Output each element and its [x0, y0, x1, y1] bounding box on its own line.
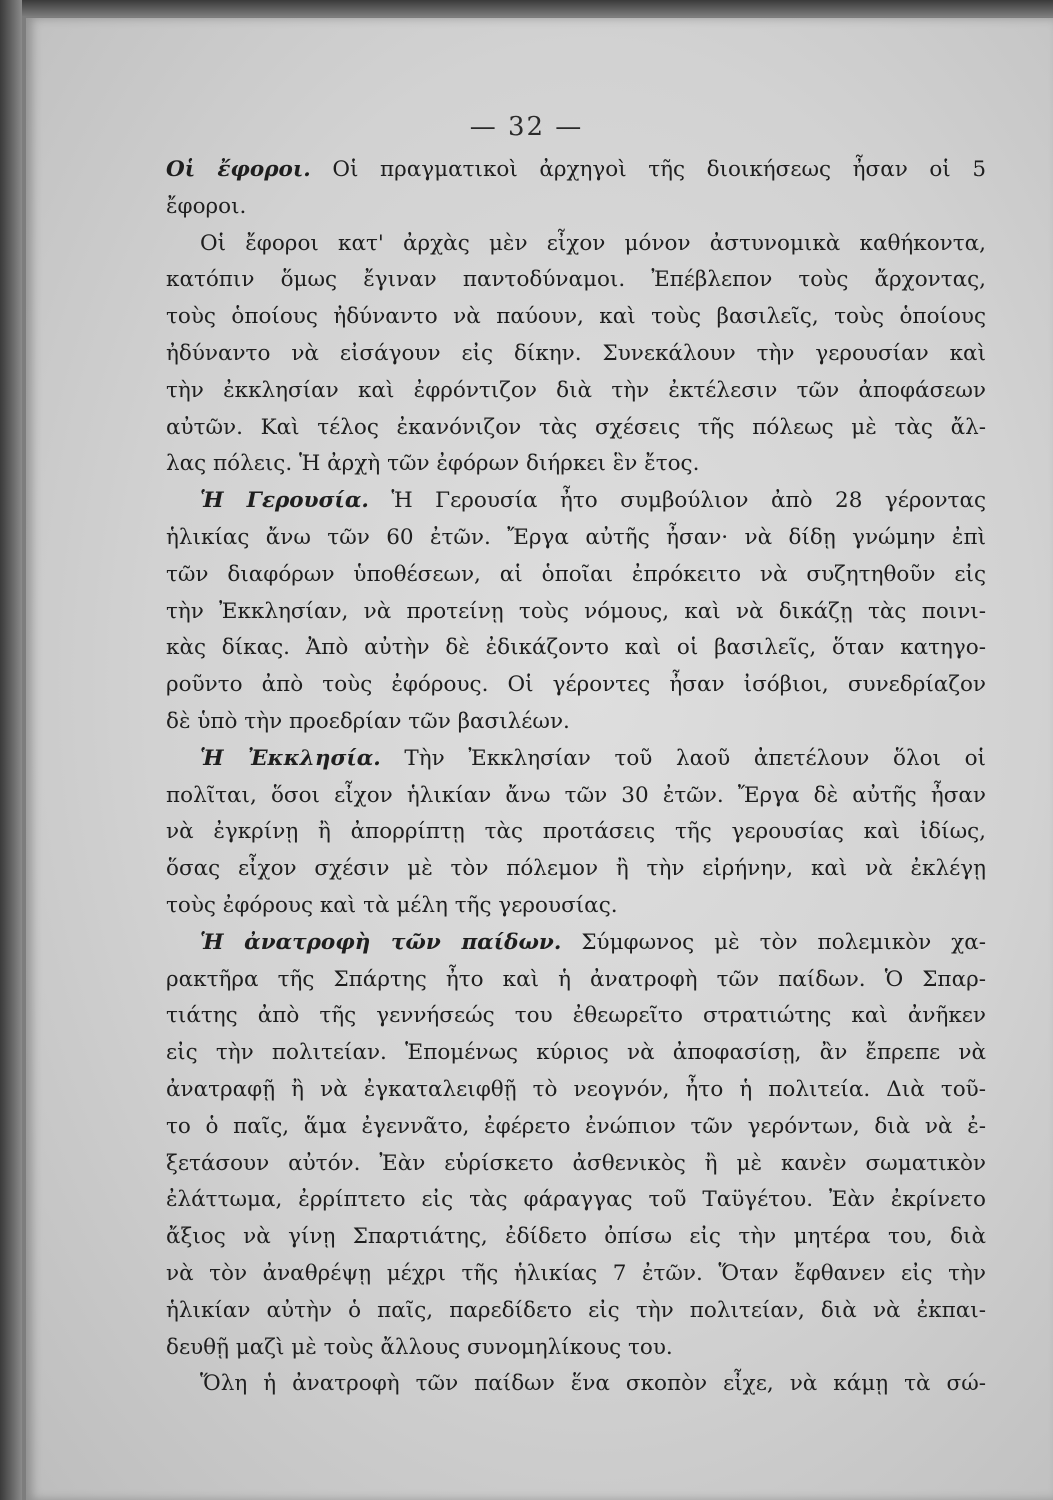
text-line: τῶν διαφόρων ὑποθέσεων, αἱ ὁποῖαι ἐπρόκειτο νὰ συζητηθοῦν εἰς — [166, 561, 986, 587]
text-line: εἰς τὴν πολιτείαν. Ἑπομένως κύριος νὰ ἀποφασίσῃ, ἂν ἔπρεπε νὰ — [166, 1040, 986, 1066]
text-line: δευθῇ μαζὶ μὲ τοὺς ἄλλους συνομηλίκους του. — [166, 1334, 673, 1360]
text-line: πολῖται, ὅσοι εἶχον ἡλικίαν ἄνω τῶν 30 ἐτῶν. Ἔργα δὲ αὐτῆς ἦσαν — [166, 782, 986, 808]
text-line: λας πόλεις. Ἡ ἀρχὴ τῶν ἐφόρων διήρκει ἓν ἔτος. — [166, 451, 700, 477]
text-line: νὰ τὸν ἀναθρέψῃ μέχρι τῆς ἡλικίας 7 ἐτῶν. Ὅταν ἔφθανεν εἰς τὴν — [166, 1260, 986, 1286]
text-line: ἐλάττωμα, ἐρρίπτετο εἰς τὰς φάραγγας τοῦ Ταϋγέτου. Ἐὰν ἐκρίνετο — [166, 1187, 986, 1213]
text-line: κατόπιν ὅμως ἔγιναν παντοδύναμοι. Ἐπέβλεπον τοὺς ἄρχοντας, — [166, 267, 986, 293]
text-line: ἄξιος νὰ γίνῃ Σπαρτιάτης, ἐδίδετο ὀπίσω εἰς τὴν μητέρα του, διὰ — [166, 1224, 986, 1250]
text-line: ἀνατραφῇ ἢ νὰ ἐγκαταλειφθῇ τὸ νεογνόν, ἦτο ἡ πολιτεία. Διὰ τοῦ- — [166, 1076, 986, 1102]
text-line: ὅσας εἶχον σχέσιν μὲ τὸν πόλεμον ἢ τὴν εἰρήνην, καὶ νὰ ἐκλέγῃ — [166, 856, 986, 882]
section-heading-upbringing: Ἡ ἀνατροφὴ τῶν παίδων. — [200, 929, 562, 955]
text-line: αὐτῶν. Καὶ τέλος ἐκανόνιζον τὰς σχέσεις τῆς πόλεως μὲ τὰς ἄλ- — [166, 414, 986, 440]
text-line: ἡλικίαν αὐτὴν ὁ παῖς, παρεδίδετο εἰς τὴν πολιτείαν, διὰ νὰ ἐκπαι- — [166, 1297, 986, 1323]
text-line: τὴν ἐκκλησίαν καὶ ἐφρόντιζον διὰ τὴν ἐκτέλεσιν τῶν ἀποφάσεων — [166, 377, 986, 403]
page-number: — 32 — — [469, 112, 584, 142]
section-heading-gerousia: Ἡ Γερουσία. — [200, 488, 369, 514]
text-line: ρακτῆρα τῆς Σπάρτης ἦτο καὶ ἡ ἀνατροφὴ τῶν παίδων. Ὁ Σπαρ- — [166, 966, 986, 992]
text-line: ἡλικίας ἄνω τῶν 60 ἐτῶν. Ἔργα αὐτῆς ἦσαν· νὰ δίδῃ γνώμην ἐπὶ — [166, 524, 986, 550]
line-text: Οἱ πραγματικοὶ ἀρχηγοὶ τῆς διοικήσεως ἦσαν οἱ 5 — [310, 157, 986, 182]
text-line: τιάτης ἀπὸ τῆς γεννήσεώς του ἐθεωρεῖτο στρατιώτης καὶ ἀνῆκεν — [166, 1003, 986, 1029]
text-line: ξετάσουν αὐτόν. Ἐὰν εὑρίσκετο ἀσθενικὸς ἢ μὲ κανὲν σωματικὸν — [166, 1150, 986, 1176]
text-line — [166, 741, 986, 778]
text-line — [166, 925, 986, 962]
text-line: κὰς δίκας. Ἀπὸ αὐτὴν δὲ ἐδικάζοντο καὶ οἱ βασιλεῖς, ὅταν κατηγο- — [166, 635, 986, 661]
text-line — [166, 483, 986, 520]
text-line: νὰ ἐγκρίνῃ ἢ ἀπορρίπτῃ τὰς προτάσεις τῆς γερουσίας καὶ ἰδίως, — [166, 819, 986, 845]
body-text — [166, 152, 986, 1403]
text-line — [166, 152, 986, 189]
scan-edge-left — [0, 0, 22, 1500]
text-line: Οἱ ἔφοροι κατ' ἀρχὰς μὲν εἶχον μόνον ἀστυνομικὰ καθήκοντα, — [200, 230, 986, 256]
text-line: το ὁ παῖς, ἅμα ἐγεννᾶτο, ἐφέρετο ἐνώπιον τῶν γερόντων, διὰ νὰ ἐ- — [166, 1113, 986, 1139]
text-line: τοὺς ἐφόρους καὶ τὰ μέλη τῆς γερουσίας. — [166, 892, 618, 918]
text-line: τοὺς ὁποίους ἠδύναντο νὰ παύουν, καὶ τοὺς βασιλεῖς, τοὺς ὁποίους — [166, 304, 986, 330]
text-line: Ὅλη ἡ ἀνατροφὴ τῶν παίδων ἕνα σκοπὸν εἶχε, νὰ κάμῃ τὰ σώ- — [200, 1371, 986, 1397]
line-text: Ἡ Γερουσία ἦτο συμβούλιον ἀπὸ 28 γέροντας — [368, 488, 987, 514]
section-heading-ephors: Οἱ ἔφοροι. — [166, 157, 311, 182]
line-text: Τὴν Ἐκκλησίαν τοῦ λαοῦ ἀπετέλουν ὅλοι οἱ — [380, 745, 986, 771]
text-line: δὲ ὑπὸ τὴν προεδρίαν τῶν βασιλέων. — [166, 708, 570, 734]
line-text: Σύμφωνος μὲ τὸν πολεμικὸν χα- — [561, 929, 986, 955]
text-line: τὴν Ἐκκλησίαν, νὰ προτείνῃ τοὺς νόμους, καὶ νὰ δικάζῃ τὰς ποινι- — [166, 598, 986, 624]
scan-edge-top — [0, 0, 1053, 16]
text-line: ἠδύναντο νὰ εἰσάγουν εἰς δίκην. Συνεκάλουν τὴν γερουσίαν καὶ — [166, 340, 986, 366]
text-line: ροῦντο ἀπὸ τοὺς ἐφόρους. Οἱ γέροντες ἦσαν ἰσόβιοι, συνεδρίαζον — [166, 672, 986, 698]
section-heading-ekklesia: Ἡ Ἐκκλησία. — [200, 745, 381, 771]
text-line: ἔφοροι. — [166, 193, 247, 219]
